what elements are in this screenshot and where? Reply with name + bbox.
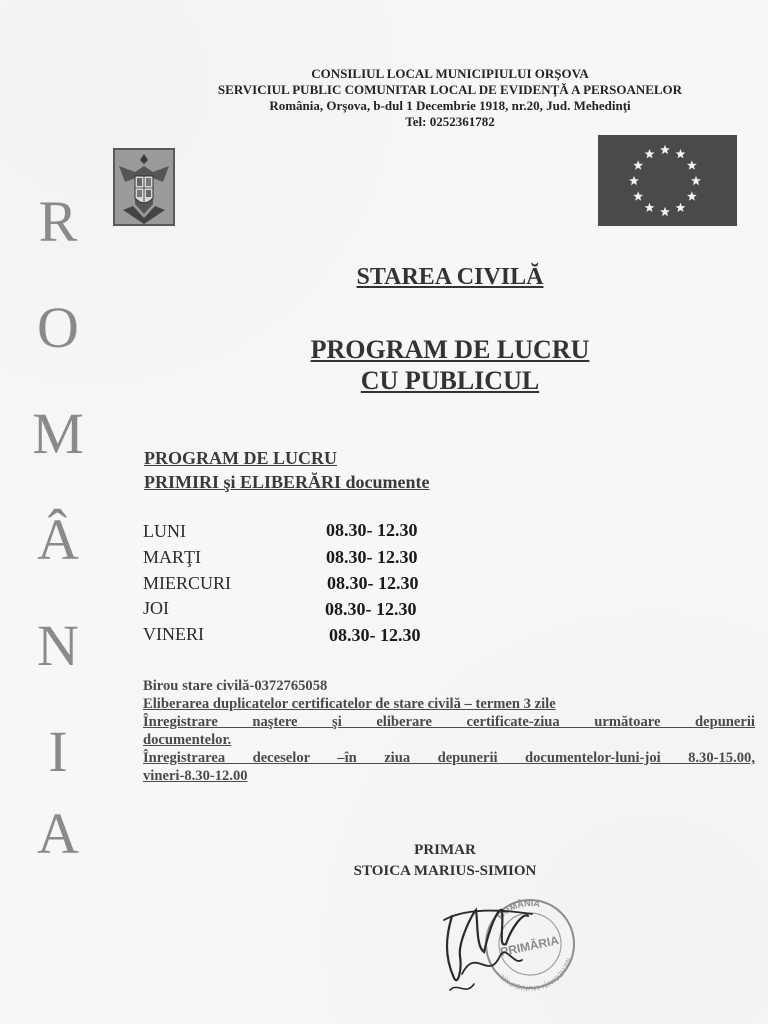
eu-flag-icon [598,135,737,226]
letter-m: M [32,401,84,466]
day-miercuri: MIERCURI [143,573,232,593]
note-death-line1: Înregistrarea deceselor –în ziua depunerii documentelor-luni-joi 8.30-15.00, [143,750,755,766]
hours-vineri: 08.30- 12.30 [329,625,421,645]
day-vineri: VINERI [143,624,204,644]
hours-miercuri: 08.30- 12.30 [327,573,419,593]
program-title [240,334,660,396]
day-marti: MARŢI [143,547,201,567]
letter-o: O [37,295,79,360]
coat-of-arms-icon [113,148,175,226]
subtitle-line1: PROGRAM DE LUCRU [144,448,337,468]
day-joi: JOI [143,598,169,618]
hours-joi: 08.30- 12.30 [325,599,417,619]
letter-n: N [37,613,79,678]
letter-a-circumflex: Â [37,507,79,572]
stamp-top-text: ROMÂNIA [494,897,541,922]
day-luni: LUNI [143,521,186,541]
letter-r: R [38,189,78,254]
notes-block [143,677,755,785]
note-death-line2: vineri-8.30-12.00 [143,768,248,784]
program-title-line2: CU PUBLICUL [360,366,540,395]
schedule-subtitle [144,446,430,494]
signatory-role: PRIMAR [414,842,476,858]
svg-text:MEHEDINŢI·MUNICIPIUL [498,957,571,991]
note-duplicates: Eliberarea duplicatelor certificatelor de stare civilă – termen 3 zile [143,696,556,712]
letterhead-service: SERVICIUL PUBLIC COMUNITAR LOCAL DE EVIDENŢĂ A PERSOANELOR [217,82,683,97]
letter-a: A [37,801,79,866]
note-birth-line1: Înregistrare naştere şi eliberare certificate-ziua următoare depunerii [143,714,755,730]
hours-luni: 08.30- 12.30 [326,520,418,540]
program-title-line1: PROGRAM DE LUCRU [310,335,590,364]
subtitle-line2: PRIMIRI şi ELIBERĂRI documente [144,472,430,492]
office-phone: Birou stare civilă-0372765058 [143,678,328,694]
letterhead-phone: Tel: 0252361782 [405,114,495,129]
letterhead-address: România, Orşova, b-dul 1 Decembrie 1918, nr.20, Jud. Mehedinţi [269,98,631,113]
letterhead-council: CONSILIUL LOCAL MUNICIPIULUI ORŞOVA [311,66,589,81]
section-title: STAREA CIVILĂ [356,264,544,290]
signature-stamp-icon [432,886,582,1006]
letterhead [140,66,760,130]
signatory-name: STOICA MARIUS-SIMION [353,863,537,879]
letter-i: I [48,719,68,784]
stamp-bottom-text: MEHEDINŢI·MUNICIPIUL [498,956,572,992]
hours-marti: 08.30- 12.30 [326,547,418,567]
stamp-center-text: PRIMĂRIA [499,933,561,960]
signatory-block [300,840,590,882]
note-birth-line2: documentelor. [143,732,232,748]
